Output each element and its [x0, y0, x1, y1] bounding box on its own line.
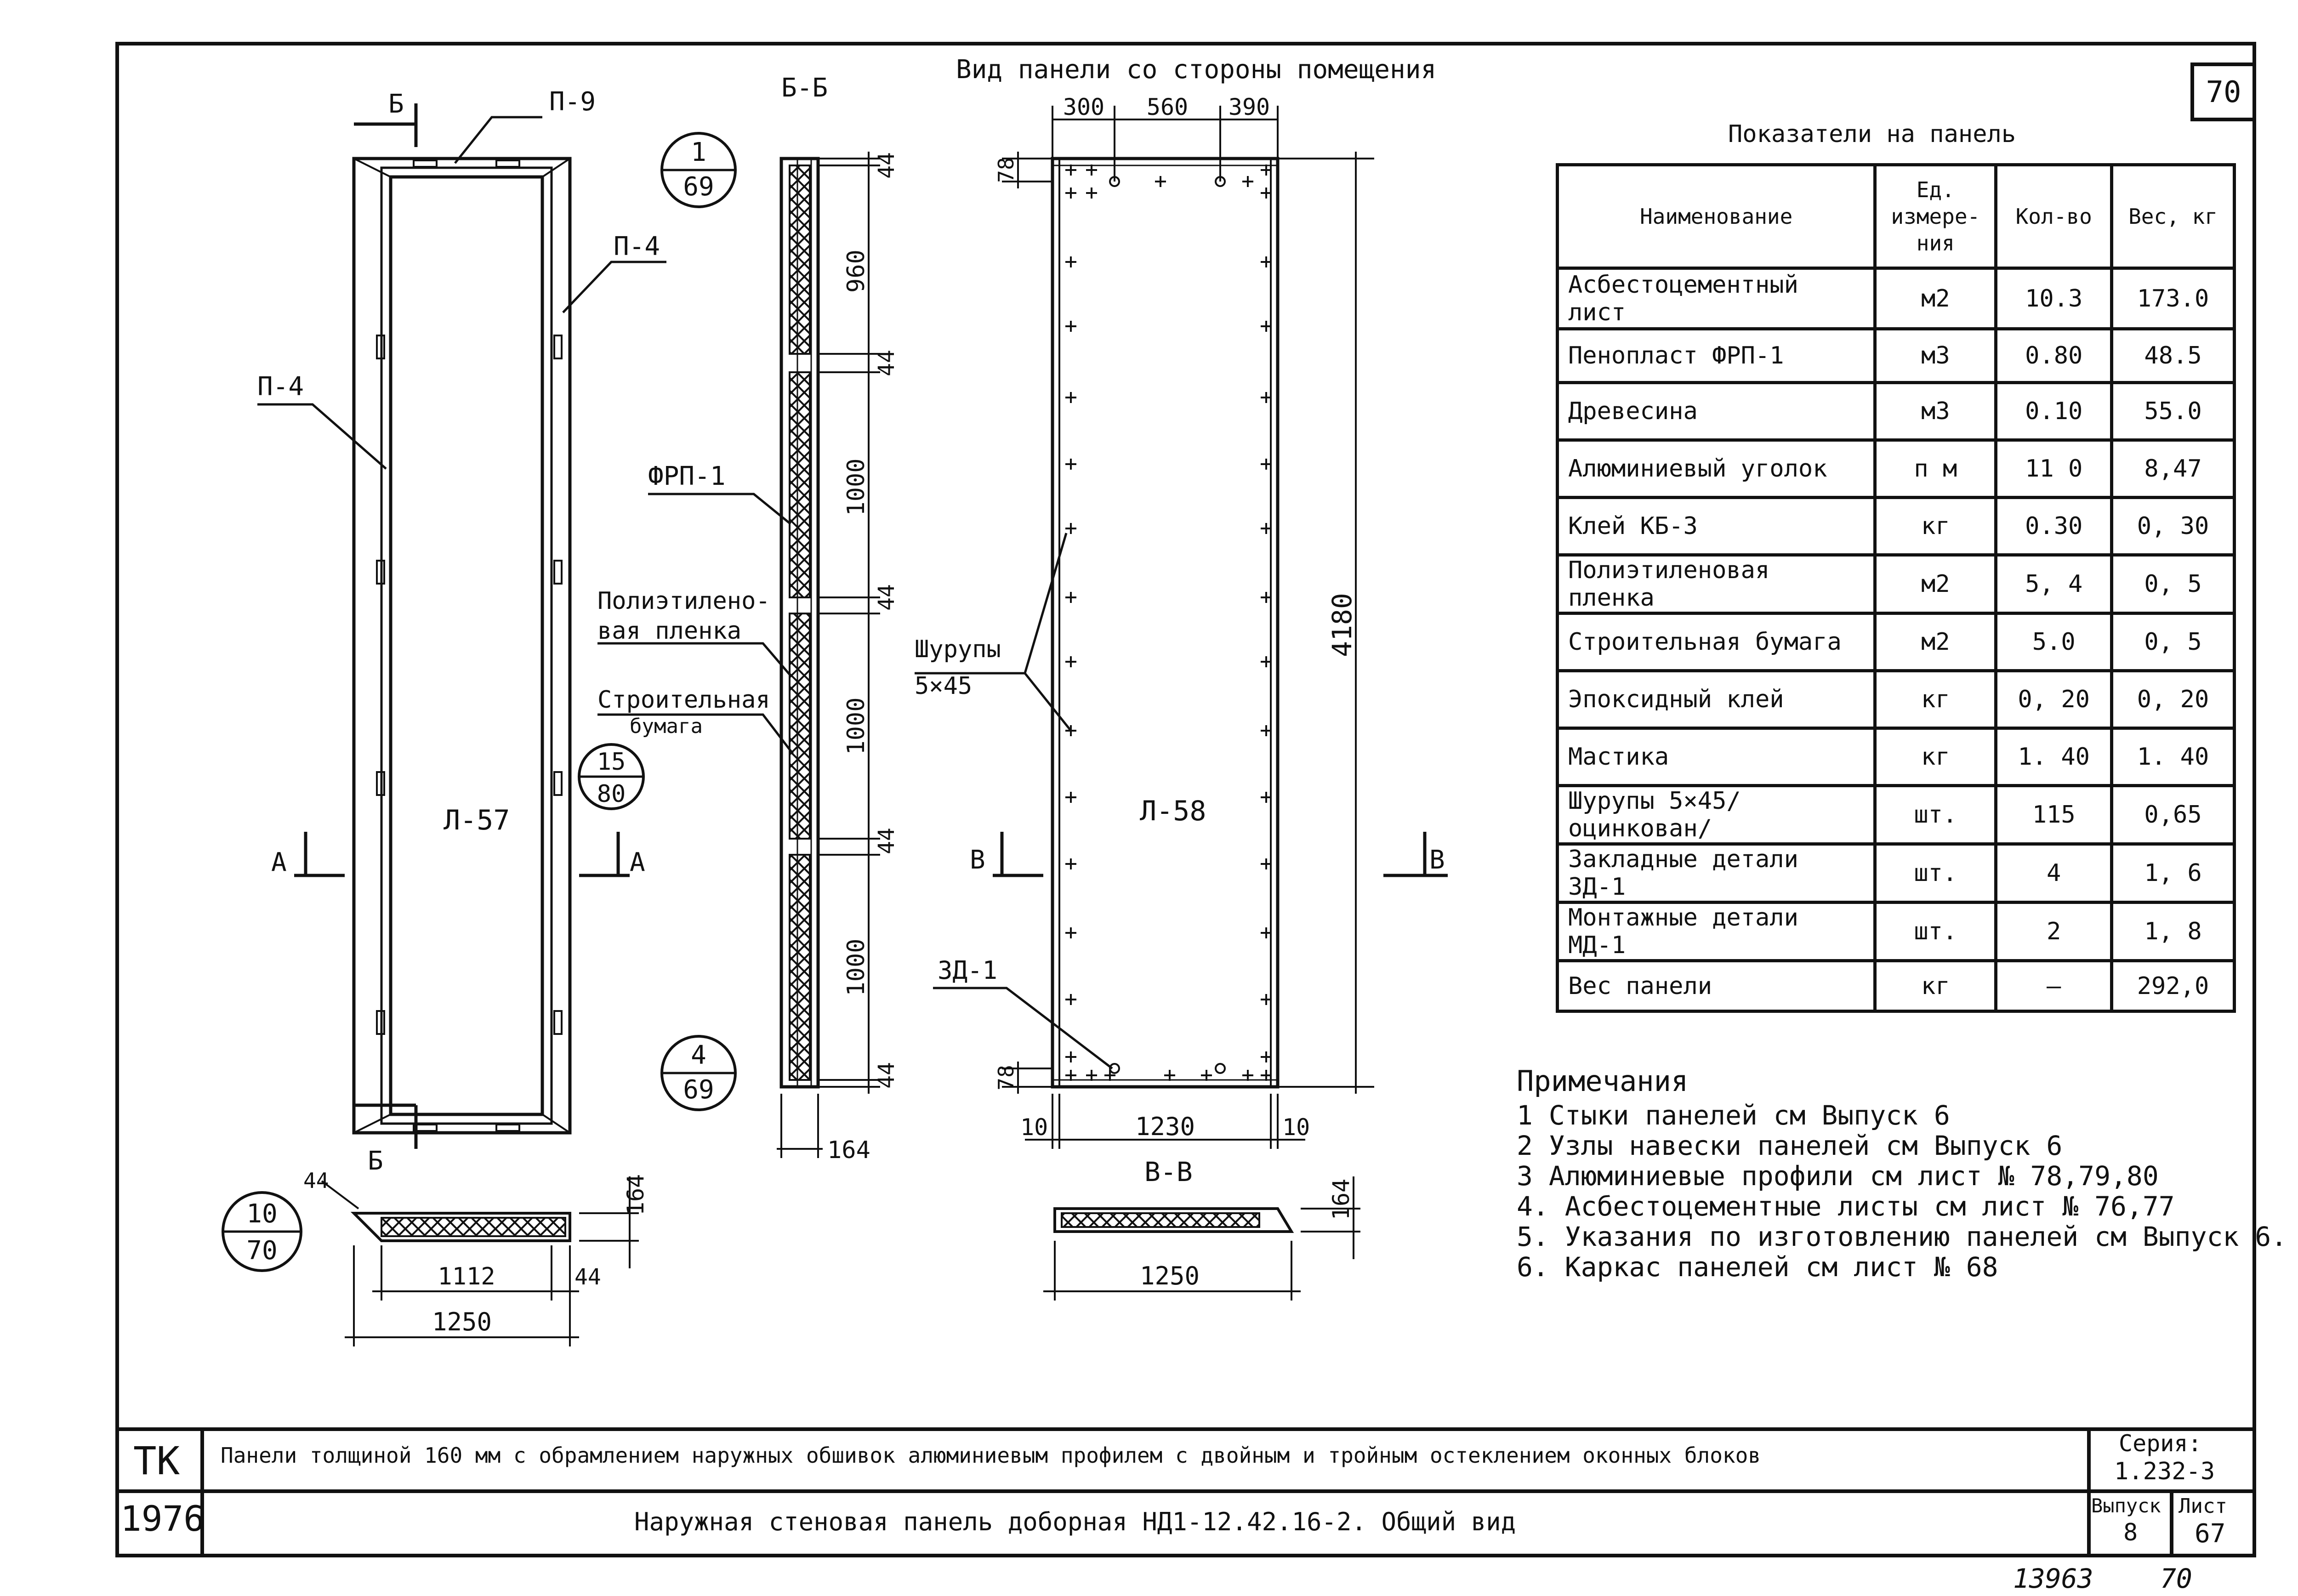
label-screws-2: 5×45 [915, 672, 973, 700]
section-cut-v [993, 832, 1448, 875]
cell-unit: шт. [1875, 903, 1996, 961]
label-poly-1: Полиэтилено- [597, 587, 770, 615]
tb-line2: Наружная стеновая панель доборная НД1-12.42.16-2. Общий вид [634, 1507, 1516, 1536]
cell-name: Монтажные детали МД-1 [1558, 903, 1875, 961]
tb-tk: ТК [133, 1438, 180, 1483]
table-row [1558, 786, 2235, 844]
cell-unit: м2 [1875, 555, 1996, 613]
section-cut-a [294, 832, 630, 875]
table-row [1558, 613, 2235, 671]
dim-bb-44-3: 44 [874, 584, 899, 611]
cell-unit: м3 [1875, 329, 1996, 383]
label-screws-1: Шурупы [915, 636, 1001, 663]
tb-issue-value: 8 [2123, 1519, 2138, 1546]
cell-weight: 0, 5 [2112, 555, 2235, 613]
table-row [1558, 728, 2235, 786]
dim-vv-164: 164 [1328, 1178, 1354, 1221]
cell-qty: 5, 4 [1996, 555, 2112, 613]
table-row [1558, 671, 2235, 728]
cell-weight: 0,65 [2112, 786, 2235, 844]
table-title: Показатели на панель [1728, 120, 2016, 148]
table-header-row [1558, 165, 2235, 268]
col-qty: Кол-во [1996, 165, 2112, 268]
cell-unit: кг [1875, 671, 1996, 728]
panel-elevation-left [354, 159, 570, 1133]
dim-plan-44-corner: 44 [303, 1168, 329, 1193]
callout-10-70-bottom: 70 [246, 1236, 278, 1266]
cell-weight: 1, 8 [2112, 903, 2235, 961]
cell-unit: кг [1875, 961, 1996, 1011]
label-frp: ФРП-1 [648, 461, 726, 491]
indicators-table [1556, 163, 2236, 1013]
cell-unit: п м [1875, 440, 1996, 498]
dim-bb-164: 164 [827, 1136, 870, 1164]
cell-unit: м2 [1875, 613, 1996, 671]
cell-unit: м3 [1875, 383, 1996, 440]
panel-front-view [1052, 159, 1278, 1087]
cell-qty: 0, 20 [1996, 671, 2112, 728]
section-bb-title: Б-Б [781, 73, 828, 103]
section-vv-drawing [1055, 1209, 1291, 1232]
cell-weight: 8,47 [2112, 440, 2235, 498]
cell-qty: — [1996, 961, 2112, 1011]
table-row [1558, 555, 2235, 613]
notes-block [1517, 1066, 2287, 1282]
tb-line1: Панели толщиной 160 мм с обрамлением наружных обшивок алюминиевым профилем с двойным и тройным остеклением оконных блоков [221, 1443, 1761, 1468]
tb-series-label: Серия: [2119, 1430, 2202, 1457]
table-row [1558, 844, 2235, 903]
cell-name: Закладные детали ЗД-1 [1558, 844, 1875, 903]
dim-vv-1250: 1250 [1139, 1261, 1200, 1290]
note-item: 2 Узлы навески панелей см Выпуск 6 [1517, 1130, 2063, 1161]
callout-4-69-bottom: 69 [683, 1075, 714, 1105]
label-paper-1: Строительная [597, 686, 770, 714]
cell-weight: 1. 40 [2112, 728, 2235, 786]
section-vv-title: В-В [1144, 1156, 1193, 1187]
cell-weight: 292,0 [2112, 961, 2235, 1011]
label-poly-2: вая пленка [597, 617, 742, 645]
cell-unit: шт. [1875, 786, 1996, 844]
cell-weight: 1, 6 [2112, 844, 2235, 903]
cell-name: Клей КБ-3 [1558, 498, 1875, 555]
label-l58: Л-58 [1140, 795, 1206, 827]
dim-bb-1000-1: 1000 [842, 458, 870, 516]
label-paper-2: бумага [630, 715, 703, 738]
notes-title: Примечания [1517, 1064, 1689, 1098]
section-mark-a-left: А [271, 847, 287, 877]
cell-qty: 0.80 [1996, 329, 2112, 383]
label-l57: Л-57 [444, 804, 510, 836]
dim-bb-44-5: 44 [874, 1062, 899, 1089]
note-item: 3 Алюминиевые профили см лист № 78,79,80 [1517, 1160, 2159, 1192]
cell-qty: 0.10 [1996, 383, 2112, 440]
col-unit: Ед. измере-ния [1875, 165, 1996, 268]
cell-qty: 10.3 [1996, 268, 2112, 329]
table-row [1558, 903, 2235, 961]
label-p4-right: П-4 [614, 232, 660, 261]
section-mark-b-top: Б [388, 89, 404, 119]
table-row [1558, 498, 2235, 555]
label-zd: ЗД-1 [938, 956, 998, 985]
col-name: Наименование [1558, 165, 1875, 268]
note-item: 6. Каркас панелей см лист № 68 [1517, 1251, 1998, 1283]
cell-name: Мастика [1558, 728, 1875, 786]
tb-sheet-label: Лист [2179, 1494, 2227, 1518]
table-row [1558, 268, 2235, 329]
tb-series-value: 1.232-3 [2114, 1458, 2215, 1485]
cell-unit: м2 [1875, 268, 1996, 329]
cell-weight: 55.0 [2112, 383, 2235, 440]
cell-unit: шт. [1875, 844, 1996, 903]
cell-qty: 5.0 [1996, 613, 2112, 671]
dim-plan-164: 164 [622, 1174, 649, 1216]
callout-10-70-top: 10 [246, 1199, 278, 1229]
callout-1-69-top: 1 [691, 137, 706, 167]
dim-plan-1250: 1250 [432, 1307, 492, 1336]
cell-name: Строительная бумага [1558, 613, 1875, 671]
dim-bb-1000-2: 1000 [842, 697, 870, 755]
callout-15-80-bottom: 80 [597, 780, 626, 808]
table-row [1558, 440, 2235, 498]
cell-name: Шурупы 5×45/оцинкован/ [1558, 786, 1875, 844]
section-bb-drawing [781, 159, 818, 1087]
tb-year: 1976 [120, 1498, 205, 1539]
front-view-dims [1002, 106, 1374, 1149]
col-weight: Вес, кг [2112, 165, 2235, 268]
cell-unit: кг [1875, 728, 1996, 786]
dim-front-78-bottom: 78 [994, 1065, 1018, 1091]
cell-qty: 0.30 [1996, 498, 2112, 555]
table-row [1558, 961, 2235, 1011]
callout-1-69-bottom: 69 [683, 172, 714, 202]
dim-front-300: 300 [1063, 94, 1105, 120]
note-item: 5. Указания по изготовлению панелей см Выпуск 6. [1517, 1221, 2287, 1252]
table-row [1558, 383, 2235, 440]
cell-name: Алюминиевый уголок [1558, 440, 1875, 498]
dim-front-78-top: 78 [994, 157, 1018, 183]
dim-front-390: 390 [1228, 94, 1270, 120]
dim-bb-1000-3: 1000 [842, 938, 870, 996]
leader-lines-left [257, 117, 666, 469]
dim-bb-44-2: 44 [874, 350, 899, 376]
cell-qty: 2 [1996, 903, 2112, 961]
section-a-plan [354, 1213, 570, 1241]
dim-front-560: 560 [1146, 94, 1189, 120]
cell-weight: 0, 5 [2112, 613, 2235, 671]
tb-sheet-value: 67 [2195, 1519, 2226, 1549]
cell-name: Древесина [1558, 383, 1875, 440]
dim-front-10-right: 10 [1282, 1114, 1310, 1141]
cell-weight: 0, 30 [2112, 498, 2235, 555]
cell-unit: кг [1875, 498, 1996, 555]
table-row [1558, 329, 2235, 383]
dim-bb-44-4: 44 [874, 828, 899, 854]
note-item: 4. Асбестоцементные листы см лист № 76,77 [1517, 1191, 2175, 1222]
cell-name: Полиэтиленовая пленка [1558, 555, 1875, 613]
section-vv-dims [1043, 1176, 1360, 1301]
label-p9: П-9 [549, 87, 596, 117]
cell-weight: 0, 20 [2112, 671, 2235, 728]
dim-front-10-left: 10 [1020, 1114, 1048, 1141]
dim-front-4180: 4180 [1326, 593, 1358, 657]
cell-name: Вес панели [1558, 961, 1875, 1011]
front-leaders [915, 533, 1112, 1068]
callout-4-69-top: 4 [691, 1040, 706, 1070]
callout-15-80-top: 15 [597, 748, 626, 776]
dim-front-1230: 1230 [1135, 1112, 1195, 1141]
cell-qty: 1. 40 [1996, 728, 2112, 786]
section-mark-a-right: А [630, 847, 645, 877]
sheet-number: 70 [2206, 75, 2241, 109]
dim-bb-960: 960 [842, 250, 870, 293]
view-title: Вид панели со стороны помещения [956, 55, 1437, 85]
bottom-number-right: 70 [2160, 1563, 2192, 1594]
cell-qty: 115 [1996, 786, 2112, 844]
section-mark-v-right: В [1429, 845, 1445, 875]
cell-qty: 4 [1996, 844, 2112, 903]
tb-issue-label: Выпуск [2091, 1494, 2161, 1517]
cell-name: Пенопласт ФРП-1 [1558, 329, 1875, 383]
section-cut-b [354, 103, 416, 1149]
dim-plan-44-right: 44 [574, 1264, 601, 1290]
section-mark-v-left: В [970, 845, 985, 875]
section-mark-b-bottom: Б [368, 1146, 383, 1176]
note-item: 1 Стыки панелей см Выпуск 6 [1517, 1100, 1950, 1131]
dim-plan-1112: 1112 [438, 1263, 495, 1290]
cell-name: Эпоксидный клей [1558, 671, 1875, 728]
cell-weight: 173.0 [2112, 268, 2235, 329]
cell-qty: 11 0 [1996, 440, 2112, 498]
cell-name: Асбестоцементный лист [1558, 268, 1875, 329]
bottom-number-left: 13963 [2013, 1563, 2093, 1594]
dim-bb-44-1: 44 [874, 152, 899, 179]
label-p4-left: П-4 [257, 372, 304, 402]
cell-weight: 48.5 [2112, 329, 2235, 383]
